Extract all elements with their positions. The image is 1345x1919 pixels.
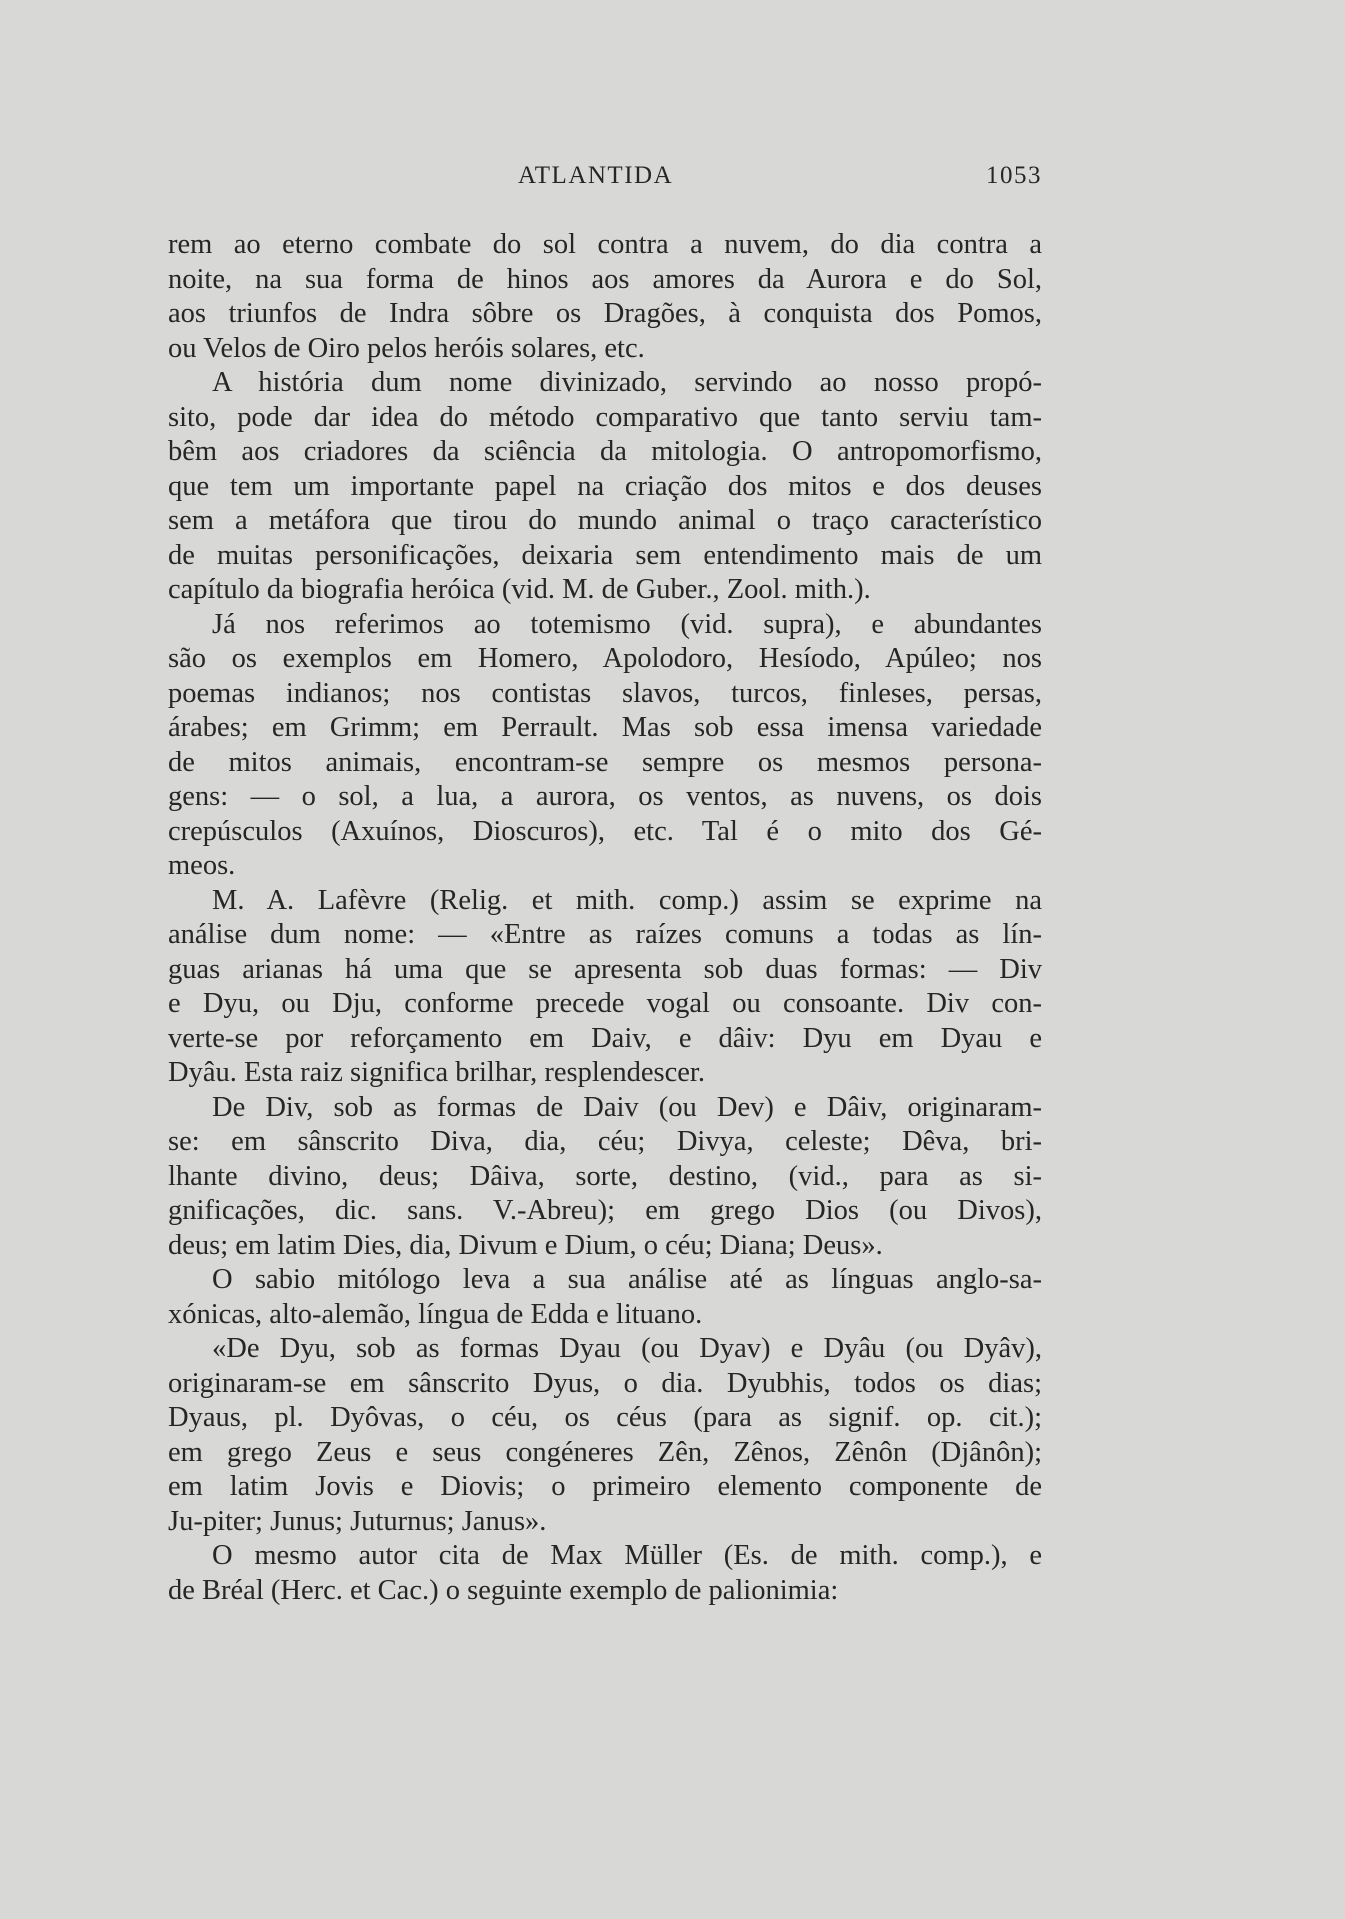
text-line: Já nos referimos ao totemismo (vid. supra), e abundantes bbox=[212, 608, 1042, 640]
text-line: xónicas, alto-alemão, língua de Edda e lituano. bbox=[168, 1298, 703, 1330]
text-line: originaram-se em sânscrito Dyus, o dia. Dyubhis, todos os dias; bbox=[168, 1367, 1042, 1399]
text-line: capítulo da biografia heróica (vid. M. de Guber., Zool. mith.). bbox=[168, 574, 871, 605]
text-line: de mitos animais, encontram-se sempre os mesmos persona- bbox=[168, 746, 1042, 778]
text-line: O sabio mitólogo leva a sua análise até as línguas anglo-sa- bbox=[212, 1264, 1042, 1295]
running-title: ATLANTIDA bbox=[518, 162, 674, 189]
text-line: poemas indianos; nos contistas slavos, turcos, finleses, persas, bbox=[168, 677, 1042, 709]
text-line: aos triunfos de Indra sôbre os Dragões, à conquista dos Pomos, bbox=[168, 298, 1042, 329]
text-line: noite, na sua forma de hinos aos amores da Aurora e do Sol, bbox=[168, 263, 1042, 295]
text-line: crepúsculos (Axuínos, Dioscuros), etc. Tal é o mito dos Gé- bbox=[168, 815, 1042, 847]
text-line: análise dum nome: — «Entre as raízes comuns a todas as lín- bbox=[168, 919, 1042, 950]
text-line: de Bréal (Herc. et Cac.) o seguinte exemplo de palionimia: bbox=[168, 1574, 839, 1606]
text-line: gnificações, dic. sans. V.-Abreu); em grego Dios (ou Divos), bbox=[168, 1195, 1042, 1226]
text-line: que tem um importante papel na criação dos mitos e dos deuses bbox=[168, 470, 1042, 502]
page-number: 1053 bbox=[986, 162, 1042, 189]
text-line: meos. bbox=[168, 850, 236, 881]
text-line: se: em sânscrito Diva, dia, céu; Divya, celeste; Dêva, bri- bbox=[168, 1126, 1042, 1157]
text-line: rem ao eterno combate do sol contra a nuvem, do dia contra a bbox=[168, 229, 1042, 260]
text-line: M. A. Lafèvre (Relig. et mith. comp.) assim se exprime na bbox=[212, 884, 1042, 916]
text-line: de muitas personificações, deixaria sem entendimento mais de um bbox=[168, 539, 1042, 571]
text-line: A história dum nome divinizado, servindo ao nosso propó- bbox=[212, 367, 1042, 398]
text-line: sem a metáfora que tirou do mundo animal o traço característico bbox=[168, 505, 1042, 536]
text-line: «De Dyu, sob as formas Dyau (ou Dyav) e Dyâu (ou Dyâv), bbox=[212, 1333, 1042, 1364]
body-text bbox=[168, 228, 1042, 1608]
text-line: ou Velos de Oiro pelos heróis solares, etc. bbox=[168, 332, 645, 364]
text-line: guas arianas há uma que se apresenta sob duas formas: — Div bbox=[168, 953, 1042, 985]
text-line: lhante divino, deus; Dâiva, sorte, destino, (vid., para as si- bbox=[168, 1160, 1042, 1192]
text-line: deus; em latim Dies, dia, Divum e Dium, o céu; Diana; Deus». bbox=[168, 1229, 883, 1261]
text-line: verte-se por reforçamento em Daiv, e dâiv: Dyu em Dyau e bbox=[168, 1022, 1042, 1054]
text-line: em latim Jovis e Diovis; o primeiro elemento componente de bbox=[168, 1471, 1042, 1502]
page-header bbox=[168, 158, 1042, 192]
text-line: Dyaus, pl. Dyôvas, o céu, os céus (para as signif. op. cit.); bbox=[168, 1402, 1042, 1433]
text-line: bêm aos criadores da sciência da mitologia. O antropomorfismo, bbox=[168, 436, 1042, 467]
text-line: árabes; em Grimm; em Perrault. Mas sob essa imensa variedade bbox=[168, 712, 1042, 743]
text-line: Dyâu. Esta raiz significa brilhar, resplendescer. bbox=[168, 1057, 705, 1088]
text-line: Ju-piter; Junus; Juturnus; Janus». bbox=[168, 1505, 547, 1537]
text-line: gens: — o sol, a lua, a aurora, os ventos, as nuvens, os dois bbox=[168, 781, 1042, 812]
text-line: De Div, sob as formas de Daiv (ou Dev) e Dâiv, originaram- bbox=[212, 1091, 1042, 1123]
text-line: sito, pode dar idea do método comparativo que tanto serviu tam- bbox=[168, 401, 1042, 433]
text-line: são os exemplos em Homero, Apolodoro, Hesíodo, Apúleo; nos bbox=[168, 643, 1042, 674]
text-line: O mesmo autor cita de Max Müller (Es. de mith. comp.), e bbox=[212, 1540, 1042, 1571]
text-line: em grego Zeus e seus congéneres Zên, Zênos, Zênôn (Djânôn); bbox=[168, 1436, 1042, 1468]
text-line: e Dyu, ou Dju, conforme precede vogal ou consoante. Div con- bbox=[168, 988, 1042, 1019]
